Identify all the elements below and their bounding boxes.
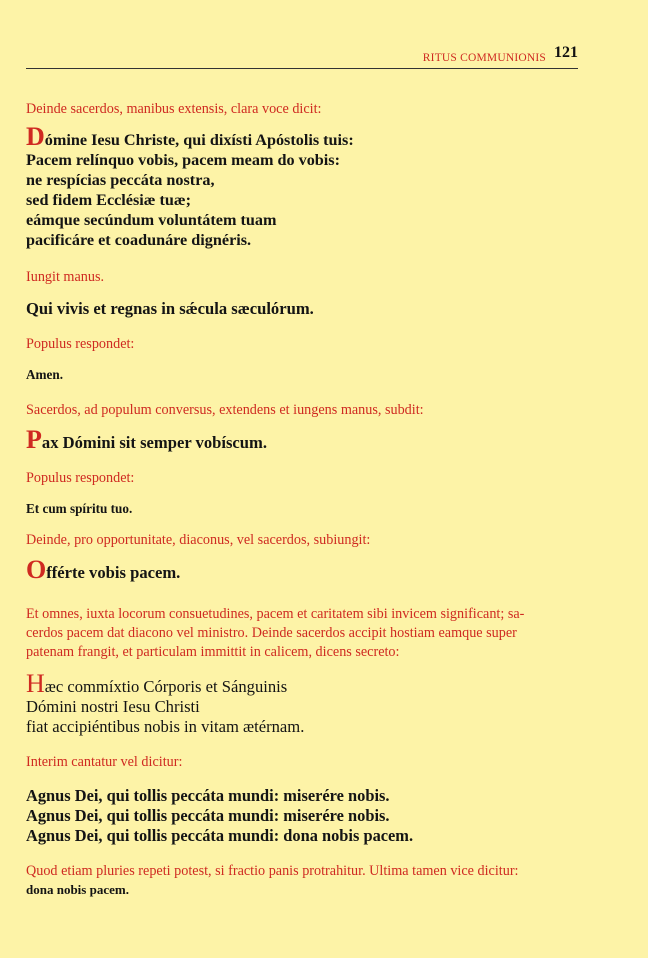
rubric-sacerdos-conversus: Sacerdos, ad populum conversus, extendens et iungens manus, subdit:: [26, 402, 424, 418]
rubric-populus-respondet: Populus respondet:: [26, 336, 135, 352]
agnus-dei-line: Agnus Dei, qui tollis peccáta mundi: dona nobis pacem.: [26, 826, 414, 845]
page-header: [26, 44, 578, 69]
rubric-line: patenam frangit, et particulam immittit in calicem, dicens secreto:: [26, 644, 400, 660]
response-et-cum-spiritu: Et cum spíritu tuo.: [26, 501, 133, 516]
agnus-dei-line: Agnus Dei, qui tollis peccáta mundi: miserére nobis.: [26, 786, 390, 805]
prayer-line: sed fidem Ecclésiæ tuæ;: [26, 191, 191, 209]
prayer-pax-domini: [26, 425, 586, 454]
rubric-populus-respondet-2: Populus respondet:: [26, 470, 135, 486]
prayer-line: pacificáre et coadunáre dignéris.: [26, 231, 252, 249]
rubric-line: Et omnes, iuxta locorum consuetudines, pacem et caritatem sibi invicem significant; sa-: [26, 606, 525, 622]
prayer-conclusion: Qui vivis et regnas in sǽcula sæculórum.: [26, 299, 314, 318]
rubric-line: cerdos pacem dat diacono vel ministro. Deinde sacerdos accipit hostiam eamque super: [26, 625, 517, 641]
agnus-dei: [26, 786, 586, 846]
page-content: [26, 100, 586, 898]
rubric-iungit-manus: Iungit manus.: [26, 269, 105, 285]
rubric-priest-extends-hands: Deinde sacerdos, manibus extensis, clara voce dicit:: [26, 101, 322, 117]
drop-initial: D: [26, 122, 45, 151]
prayer-line: Pacem relínquo vobis, pacem meam do vobis:: [26, 151, 340, 169]
prayer-offerte-vobis-pacem: [26, 555, 586, 584]
rubric-diaconus-subiungit: Deinde, pro opportunitate, diaconus, vel sacerdos, subiungit:: [26, 532, 371, 548]
rubric-interim-cantatur: Interim cantatur vel dicitur:: [26, 754, 183, 770]
prayer-line: eámque secúndum voluntátem tuam: [26, 211, 277, 229]
prayer-line: fiat accipiéntibus nobis in vitam ætérnam.: [26, 717, 305, 736]
response-amen: Amen.: [26, 367, 63, 382]
drop-initial: P: [26, 425, 42, 454]
prayer-line: ne respícias peccáta nostra,: [26, 171, 215, 189]
prayer-line-text: ax Dómini sit semper vobíscum.: [41, 433, 267, 452]
final-dona-nobis-pacem: dona nobis pacem.: [26, 882, 129, 897]
prayer-line-text: ómine Iesu Christe, qui dixísti Apóstolis tuis:: [44, 131, 354, 149]
prayer-line: Dómini nostri Iesu Christi: [26, 697, 200, 716]
rubric-sign-of-peace: [26, 605, 586, 662]
rubric-quod-etiam: Quod etiam pluries repeti potest, si fractio panis protrahitur. Ultima tamen vice dicitur:: [26, 863, 519, 879]
prayer-domine-iesu-christe: [26, 122, 586, 250]
prayer-line: [26, 669, 586, 698]
prayer-haec-commixtio: [26, 669, 586, 737]
prayer-line-text: fférte vobis pacem.: [46, 563, 181, 582]
drop-initial: H: [26, 669, 45, 698]
prayer-line-text: æc commíxtio Córporis et Sánguinis: [44, 677, 288, 696]
prayer-line: [26, 122, 586, 151]
drop-initial: O: [26, 555, 47, 584]
agnus-dei-line: Agnus Dei, qui tollis peccáta mundi: miserére nobis.: [26, 806, 390, 825]
running-head: RITUS COMMUNIONIS: [422, 52, 546, 64]
page-number: 121: [554, 44, 578, 61]
